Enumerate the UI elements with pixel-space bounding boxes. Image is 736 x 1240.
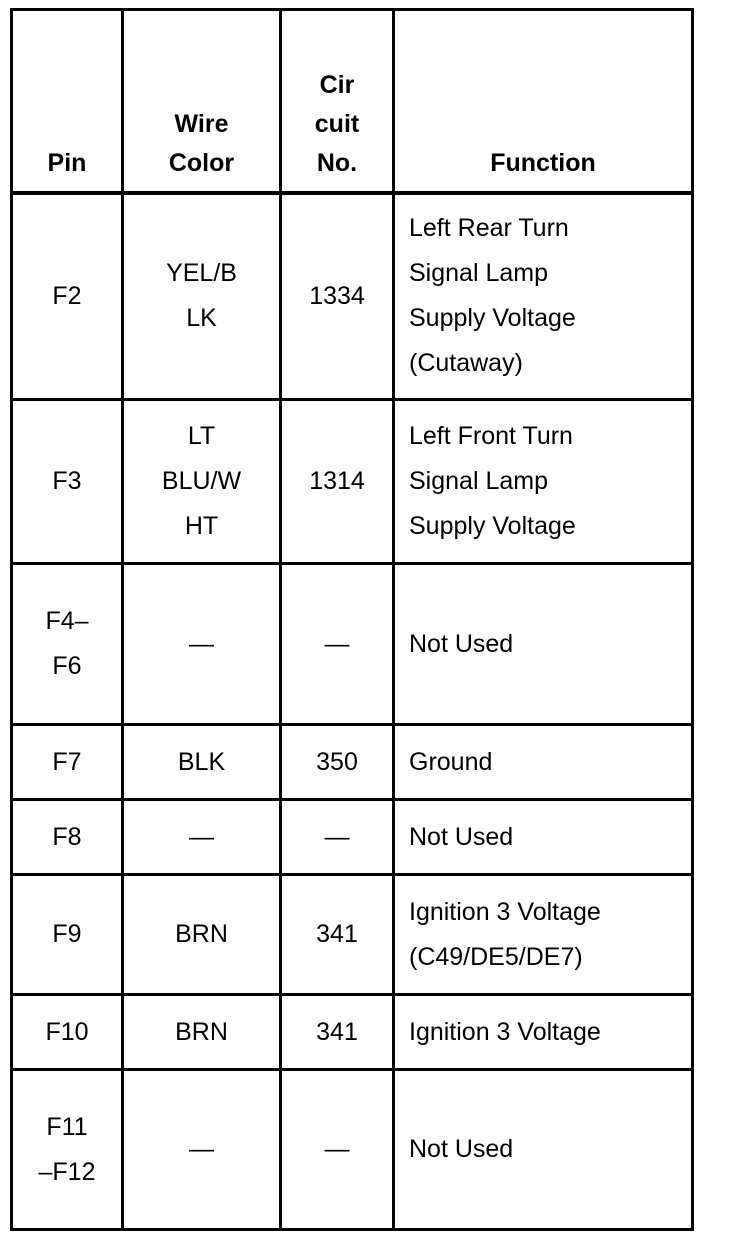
cell-function: Not Used bbox=[394, 564, 693, 725]
cell-wire-color: BRN bbox=[123, 875, 281, 995]
table-row bbox=[12, 564, 693, 725]
cell-function: Left Rear Turn Signal Lamp Supply Voltage (Cutaway) bbox=[394, 193, 693, 400]
table-row bbox=[12, 800, 693, 875]
table-row bbox=[12, 193, 693, 400]
cell-wire-color: LT BLU/W HT bbox=[123, 400, 281, 564]
cell-wire-color: BRN bbox=[123, 995, 281, 1070]
cell-function: Ignition 3 Voltage bbox=[394, 995, 693, 1070]
table-row bbox=[12, 400, 693, 564]
cell-circuit: — bbox=[281, 564, 394, 725]
cell-function: Ignition 3 Voltage (C49/DE5/DE7) bbox=[394, 875, 693, 995]
cell-function: Left Front Turn Signal Lamp Supply Voltage bbox=[394, 400, 693, 564]
header-circuit: Cir cuit No. bbox=[281, 10, 394, 193]
cell-wire-color: BLK bbox=[123, 725, 281, 800]
cell-pin: F8 bbox=[12, 800, 123, 875]
cell-wire-color: — bbox=[123, 564, 281, 725]
pinout-table bbox=[10, 8, 694, 1231]
header-function: Function bbox=[394, 10, 693, 193]
cell-function: Ground bbox=[394, 725, 693, 800]
cell-circuit: 341 bbox=[281, 875, 394, 995]
cell-circuit: — bbox=[281, 800, 394, 875]
cell-pin: F7 bbox=[12, 725, 123, 800]
cell-circuit: 341 bbox=[281, 995, 394, 1070]
table-row bbox=[12, 995, 693, 1070]
cell-function: Not Used bbox=[394, 1070, 693, 1230]
header-pin: Pin bbox=[12, 10, 123, 193]
cell-pin: F4– F6 bbox=[12, 564, 123, 725]
header-row bbox=[12, 10, 693, 193]
table-row bbox=[12, 875, 693, 995]
table-row bbox=[12, 725, 693, 800]
cell-circuit: — bbox=[281, 1070, 394, 1230]
cell-wire-color: — bbox=[123, 1070, 281, 1230]
cell-pin: F3 bbox=[12, 400, 123, 564]
cell-pin: F9 bbox=[12, 875, 123, 995]
cell-wire-color: YEL/B LK bbox=[123, 193, 281, 400]
cell-pin: F2 bbox=[12, 193, 123, 400]
cell-pin: F10 bbox=[12, 995, 123, 1070]
cell-pin: F11 –F12 bbox=[12, 1070, 123, 1230]
cell-function: Not Used bbox=[394, 800, 693, 875]
cell-circuit: 1314 bbox=[281, 400, 394, 564]
cell-circuit: 350 bbox=[281, 725, 394, 800]
cell-circuit: 1334 bbox=[281, 193, 394, 400]
header-wire-color: Wire Color bbox=[123, 10, 281, 193]
table-row bbox=[12, 1070, 693, 1230]
cell-wire-color: — bbox=[123, 800, 281, 875]
